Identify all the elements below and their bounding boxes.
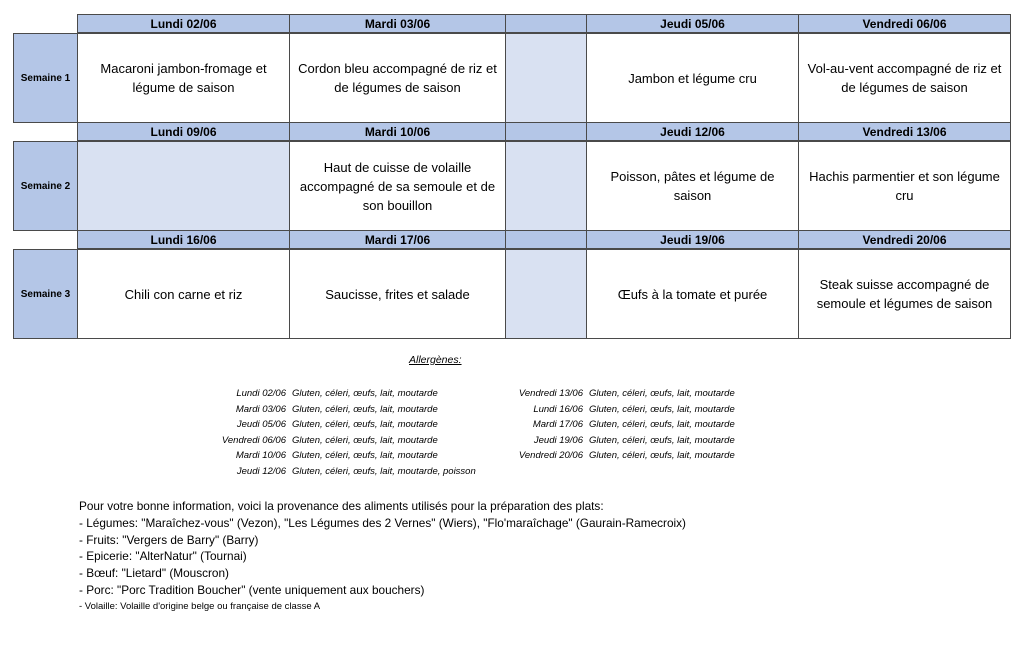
day-header: Mardi 17/06 <box>289 230 506 249</box>
day-header: Vendredi 06/06 <box>798 14 1011 33</box>
empty-cell <box>505 249 587 339</box>
meal-cell: Hachis parmentier et son légume cru <box>798 141 1011 231</box>
allergen-day: Jeudi 12/06 <box>236 465 286 477</box>
allergen-day: Lundi 02/06 <box>236 388 286 399</box>
meal-cell: Poisson, pâtes et légume de saison <box>586 141 799 231</box>
allergen-row <box>505 402 735 418</box>
allergens-left-column <box>208 386 476 480</box>
provenance-block <box>79 498 686 616</box>
meal-cell: Chili con carne et riz <box>77 249 290 339</box>
allergen-items: Gluten, céleri, œufs, lait, moutarde <box>292 419 438 431</box>
week-label: Semaine 3 <box>13 249 78 339</box>
provenance-line: - Porc: "Porc Tradition Boucher" (vente uniquement aux bouchers) <box>79 582 425 597</box>
allergen-items: Gluten, céleri, œufs, lait, moutarde <box>589 450 735 462</box>
allergen-row <box>505 386 735 402</box>
day-header <box>505 122 587 141</box>
empty-cell <box>77 141 290 231</box>
provenance-intro: Pour votre bonne information, voici la provenance des aliments utilisés pour la préparation des plats: <box>79 499 604 513</box>
allergen-items: Gluten, céleri, œufs, lait, moutarde <box>589 403 735 415</box>
allergen-day: Mardi 03/06 <box>235 403 286 415</box>
allergen-day: Vendredi 13/06 <box>518 388 583 399</box>
meal-cell: Jambon et légume cru <box>586 33 799 123</box>
allergen-items: Gluten, céleri, œufs, lait, moutarde <box>292 434 438 446</box>
week-label: Semaine 1 <box>13 33 78 123</box>
allergen-day: Jeudi 19/06 <box>533 434 583 446</box>
menu-grid <box>13 14 1011 339</box>
day-header: Lundi 02/06 <box>77 14 290 33</box>
day-header: Jeudi 19/06 <box>586 230 799 249</box>
allergen-row <box>505 417 735 433</box>
allergen-row <box>208 433 476 449</box>
allergen-day: Jeudi 05/06 <box>236 419 286 431</box>
meal-cell: Vol-au-vent accompagné de riz et de légumes de saison <box>798 33 1011 123</box>
meal-cell: Saucisse, frites et salade <box>289 249 506 339</box>
meal-cell: Œufs à la tomate et purée <box>586 249 799 339</box>
allergen-row <box>208 417 476 433</box>
empty-cell <box>505 141 587 231</box>
allergen-items: Gluten, céleri, œufs, lait, moutarde <box>292 403 438 415</box>
allergen-items: Gluten, céleri, œufs, lait, moutarde <box>589 388 735 399</box>
meal-cell: Macaroni jambon-fromage et légume de saison <box>77 33 290 123</box>
provenance-line: - Epicerie: "AlterNatur" (Tournai) <box>79 549 247 564</box>
week-label: Semaine 2 <box>13 141 78 231</box>
allergen-items: Gluten, céleri, œufs, lait, moutarde <box>589 434 735 446</box>
allergen-row <box>208 448 476 464</box>
allergen-day: Mardi 17/06 <box>532 419 583 431</box>
meal-cell: Steak suisse accompagné de semoule et légumes de saison <box>798 249 1011 339</box>
allergen-row <box>505 433 735 449</box>
allergen-row <box>208 386 476 402</box>
day-header <box>505 14 587 33</box>
day-header <box>505 230 587 249</box>
allergens-right-column <box>505 386 735 464</box>
allergen-items: Gluten, céleri, œufs, lait, moutarde <box>589 419 735 431</box>
day-header: Mardi 10/06 <box>289 122 506 141</box>
provenance-note: - Volaille: Volaille d'origine belge ou française de classe A <box>79 600 321 612</box>
allergen-items: Gluten, céleri, œufs, lait, moutarde <box>292 450 438 462</box>
provenance-line: - Fruits: "Vergers de Barry" (Barry) <box>79 532 259 547</box>
provenance-line: - Légumes: "Maraîchez-vous" (Vezon), "Les Légumes des 2 Vernes" (Wiers), "Flo'maraîchage" (Gaurain-Ramecroix) <box>79 515 686 530</box>
day-header: Vendredi 20/06 <box>798 230 1011 249</box>
day-header: Jeudi 05/06 <box>586 14 799 33</box>
allergen-items: Gluten, céleri, œufs, lait, moutarde, poisson <box>292 465 476 477</box>
day-header: Jeudi 12/06 <box>586 122 799 141</box>
provenance-lines <box>79 515 686 599</box>
allergen-day: Lundi 16/06 <box>533 403 583 415</box>
allergen-row <box>208 402 476 418</box>
provenance-line: - Bœuf: "Lietard" (Mouscron) <box>79 566 229 581</box>
day-header: Lundi 09/06 <box>77 122 290 141</box>
allergen-items: Gluten, céleri, œufs, lait, moutarde <box>292 388 438 399</box>
meal-cell: Haut de cuisse de volaille accompagné de sa semoule et de son bouillon <box>289 141 506 231</box>
allergens-title: Allergènes: <box>409 354 462 366</box>
allergen-row <box>505 448 735 464</box>
allergen-day: Mardi 10/06 <box>235 450 286 462</box>
day-header: Vendredi 13/06 <box>798 122 1011 141</box>
allergen-day: Vendredi 20/06 <box>518 450 583 462</box>
allergen-row <box>208 464 476 480</box>
empty-cell <box>505 33 587 123</box>
day-header: Mardi 03/06 <box>289 14 506 33</box>
meal-cell: Cordon bleu accompagné de riz et de légumes de saison <box>289 33 506 123</box>
day-header: Lundi 16/06 <box>77 230 290 249</box>
allergen-day: Vendredi 06/06 <box>221 434 286 446</box>
